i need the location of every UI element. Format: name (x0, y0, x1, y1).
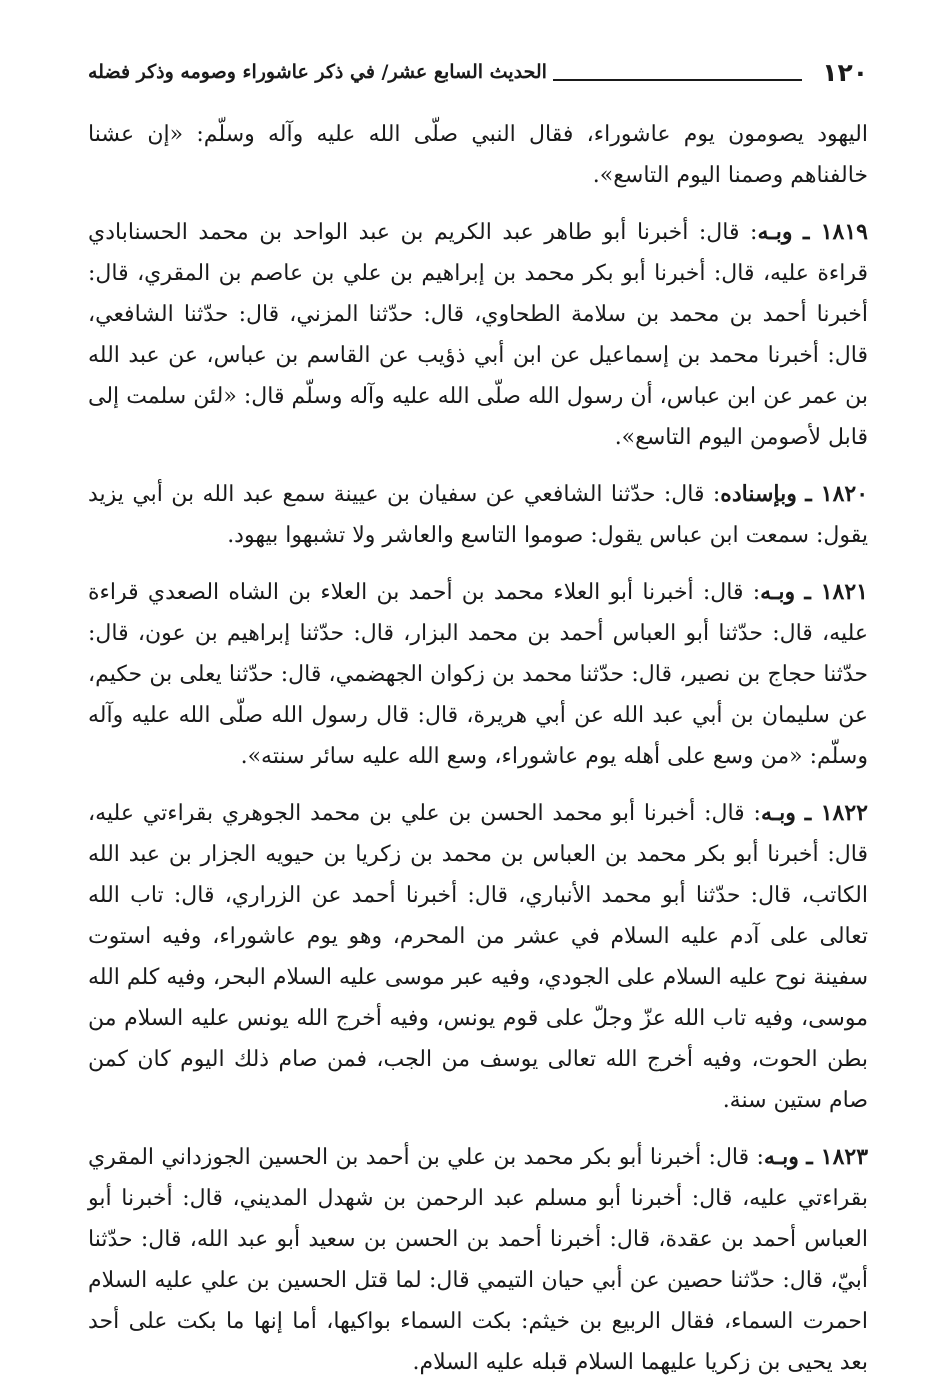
header-rule (553, 79, 802, 81)
hadith-1822 (88, 793, 868, 1121)
hadith-lead: وبـه (760, 579, 796, 605)
hadith-1819 (88, 212, 868, 458)
hadith-1823 (88, 1137, 868, 1383)
hadith-number: ١٨٢١ ـ (804, 579, 868, 605)
hadith-1821 (88, 572, 868, 777)
hadith-1820 (88, 474, 868, 556)
hadith-number: ١٨٢٣ ـ (806, 1144, 869, 1170)
running-title: الحديث السابع عشر/ في ذكر عاشوراء وصومه وذكر فضله (88, 61, 547, 83)
page-body (88, 114, 868, 1383)
hadith-lead: وبـه (763, 1144, 799, 1170)
hadith-lead: وبـه (757, 219, 793, 245)
hadith-number: ١٨٢٠ ـ (805, 481, 869, 507)
paragraph-text: : قال: حدّثنا الشافعي عن سفيان بن عيينة سمع عبد الله بن أبي يزيد يقول: سمعت ابن عباس يقول: صوموا التاسع والعاشر ولا تشبهوا بيهود. (88, 482, 868, 548)
paragraph-text: : قال: أخبرنا أبو محمد الحسن بن علي بن محمد الجوهري بقراءتي عليه، قال: أخبرنا أبو بكر محمد بن العباس بن محمد بن زكريا بن حيويه الجزار بن عبد الله الكاتب، قال: حدّثنا أبو محمد الأنباري، قال: أخبرنا أحمد عن الزراري، قال: تاب الله تعالى على آدم عليه السلام في عشر من المحرم، وهو يوم عاشوراء، وفيه استوت سفينة نوح عليه السلام على الجودي، وفيه عبر موسى عليه السلام البحر، وفيه كلم الله موسى، وفيه تاب الله عزّ وجلّ على قوم يونس، وفيه أخرج الله يونس عليه السلام من بطن الحوت، وفيه أخرج الله تعالى يوسف من الجب، فمن صام ذلك اليوم كان كمن صام ستين سنة. (88, 801, 868, 1113)
book-page (88, 48, 869, 1375)
page-header (88, 48, 868, 96)
hadith-number: ١٨٢٢ ـ (804, 800, 868, 826)
paragraph-text: : قال: أخبرنا أبو طاهر عبد الكريم بن عبد الواحد بن محمد الحسنابادي قراءة عليه، قال: أخبرنا أبو بكر محمد بن إبراهيم بن علي بن عاصم بن المقري، قال: أخبرنا أحمد بن محمد بن سلامة الطحاوي، قال: حدّثنا المزني، قال: حدّثنا الشافعي، قال: أخبرنا محمد بن إسماعيل عن ابن أبي ذؤيب عن القاسم بن عباس، عن عبد الله بن عمر عن ابن عباس، أن رسول الله صلّى الله عليه وآله وسلّم قال: «لئن سلمت إلى قابل لأصومن اليوم التاسع». (88, 220, 868, 450)
hadith-lead: وبإسناده (720, 481, 797, 507)
page-number: ١٢٠ (822, 57, 868, 87)
hadith-lead: وبـه (760, 800, 796, 826)
paragraph-text: : قال: أخبرنا أبو العلاء محمد بن أحمد بن العلاء بن الشاه الصعدي قراءة عليه، قال: حدّثنا أبو العباس أحمد بن محمد البزار، قال: حدّثنا إبراهيم بن عون، قال: حدّثنا حجاج بن نصير، قال: حدّثنا محمد بن زكوان الجهضمي، قال: حدّثنا يعلى بن حكيم، عن سليمان بن أبي عبد الله عن أبي هريرة، قال: قال رسول الله صلّى الله عليه وآله وسلّم: «من وسع على أهله يوم عاشوراء، وسع الله عليه سائر سنته». (88, 580, 868, 769)
paragraph-continuation (88, 114, 868, 196)
paragraph-text: : قال: أخبرنا أبو بكر محمد بن علي بن أحمد بن الحسين الجوزداني المقري بقراءتي عليه، قال: أخبرنا أبو مسلم عبد الرحمن بن شهدل المديني، قال: أخبرنا أبو العباس أحمد بن عقدة، قال: أخبرنا أحمد بن الحسن بن سعيد أبو عبد الله، قال: حدّثنا أبيّ، قال: حدّثنا حصين عن أبي حيان التيمي قال: لما قتل الحسين بن علي عليه السلام احمرت السماء، فقال الربيع بن خيثم: بكت السماء بواكيها، أما إنها ما بكت على أحد بعد يحيى بن زكريا عليهما السلام قبله عليه السلام. (88, 1145, 868, 1375)
paragraph-text: اليهود يصومون يوم عاشوراء، فقال النبي صلّى الله عليه وآله وسلّم: «إن عشنا خالفناهم وصمنا اليوم التاسع». (88, 122, 868, 188)
hadith-number: ١٨١٩ ـ (803, 219, 868, 245)
